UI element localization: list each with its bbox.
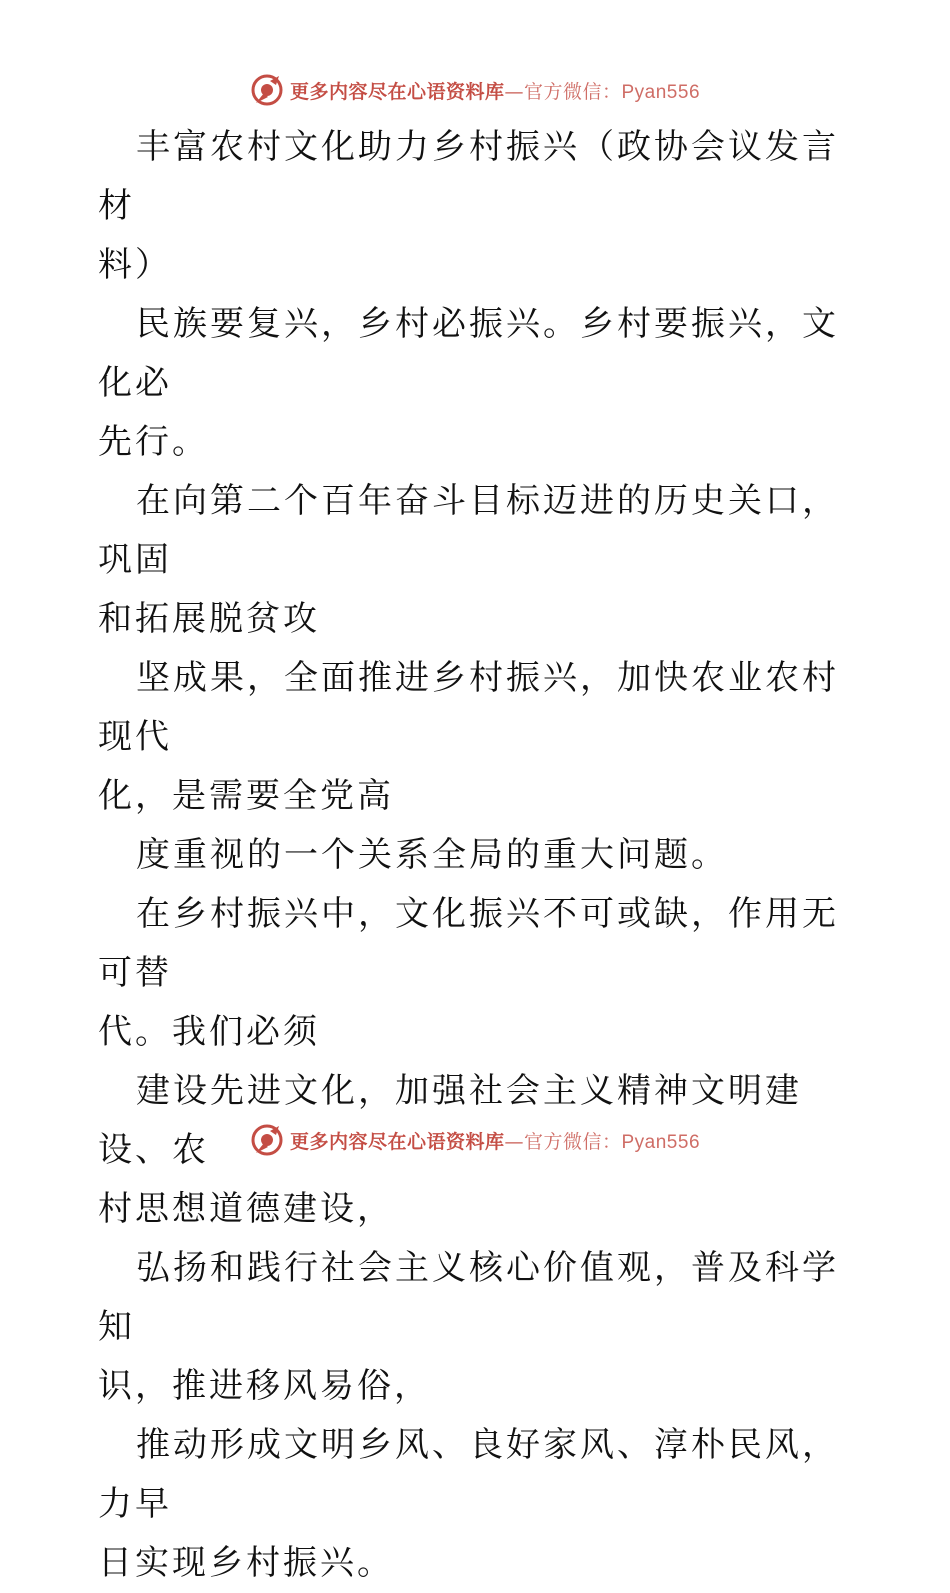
watermark-slogan: 更多内容尽在心语资料库 (289, 1130, 505, 1153)
watermark-slogan: 更多内容尽在心语资料库 (289, 80, 505, 103)
paragraph: 弘扬和践行社会主义核心价值观，普及科学知 识，推进移风易俗， (98, 1248, 839, 1406)
watermark-separator: — (504, 80, 524, 103)
document-body (98, 118, 858, 1593)
paragraph: 民族要复兴，乡村必振兴。乡村要振兴，文化必 先行。 (98, 304, 839, 462)
watermark-contact: 官方微信：Pyan556 (524, 81, 701, 103)
watermark-separator: — (504, 1130, 524, 1153)
watermark-contact: 官方微信：Pyan556 (524, 1131, 701, 1153)
paragraph: 在向第二个百年奋斗目标迈进的历史关口，巩固 和拓展脱贫攻 (98, 481, 839, 639)
paragraph: 推动形成文明乡风、良好家风、淳朴民风，力早 日实现乡村振兴。 (98, 1425, 839, 1583)
pen-logo-icon (250, 1123, 284, 1157)
paragraph: 在乡村振兴中，文化振兴不可或缺，作用无可替 代。我们必须 (98, 894, 839, 1052)
paragraph: 建设先进文化，加强社会主义精神文明建设、农 村思想道德建设， (98, 1071, 802, 1229)
watermark-text (290, 77, 700, 104)
paragraph: 坚成果，全面推进乡村振兴，加快农业农村现代 化，是需要全党高 (98, 658, 839, 816)
watermark-text (290, 1127, 700, 1154)
document-title: 丰富农村文化助力乡村振兴（政协会议发言材 料） (98, 127, 839, 285)
paragraph: 度重视的一个关系全局的重大问题。 (136, 835, 728, 875)
pen-logo-icon (250, 73, 284, 107)
header-watermark (0, 70, 950, 110)
footer-watermark (0, 1120, 950, 1160)
